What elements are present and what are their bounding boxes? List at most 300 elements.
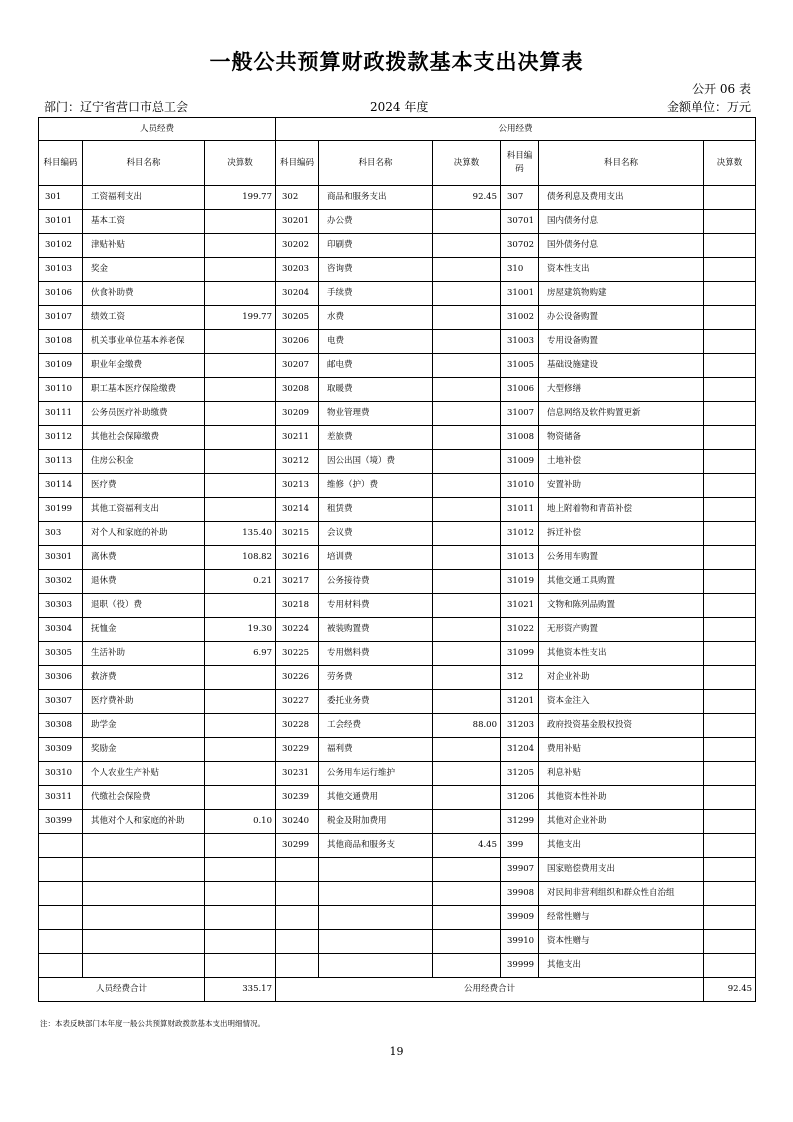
name-cell: 邮电费 (319, 354, 433, 378)
name-cell: 生活补助 (83, 642, 205, 666)
code-cell: 30304 (39, 618, 83, 642)
code-cell: 30213 (276, 474, 319, 498)
code-cell (39, 906, 83, 930)
code-cell: 30301 (39, 546, 83, 570)
name-cell: 资本金注入 (539, 690, 704, 714)
amount-cell (205, 714, 276, 738)
amount-cell (433, 882, 501, 906)
code-cell: 30307 (39, 690, 83, 714)
name-cell: 公务接待费 (319, 570, 433, 594)
name-cell: 信息网络及软件购置更新 (539, 402, 704, 426)
code-cell (276, 906, 319, 930)
amount-cell (433, 426, 501, 450)
amount-cell: 0.21 (205, 570, 276, 594)
name-cell (83, 858, 205, 882)
name-cell: 劳务费 (319, 666, 433, 690)
amount-cell (704, 498, 756, 522)
table-row (39, 402, 756, 426)
code-cell: 31008 (501, 426, 539, 450)
name-cell: 委托业务费 (319, 690, 433, 714)
name-cell (83, 930, 205, 954)
name-cell: 文物和陈列品购置 (539, 594, 704, 618)
amount-cell: 108.82 (205, 546, 276, 570)
code-cell: 31022 (501, 618, 539, 642)
name-cell: 退休费 (83, 570, 205, 594)
code-cell: 31006 (501, 378, 539, 402)
name-cell: 其他对个人和家庭的补助 (83, 810, 205, 834)
amount-cell (704, 642, 756, 666)
amount-cell (433, 522, 501, 546)
amount-cell (704, 234, 756, 258)
name-cell: 经常性赠与 (539, 906, 704, 930)
name-cell: 其他交通工具购置 (539, 570, 704, 594)
amount-cell (704, 666, 756, 690)
amount-cell (205, 738, 276, 762)
amount-cell: 4.45 (433, 834, 501, 858)
amount-cell (205, 378, 276, 402)
code-cell: 39999 (501, 954, 539, 978)
name-cell: 奖励金 (83, 738, 205, 762)
name-cell: 安置补助 (539, 474, 704, 498)
name-cell: 专用设备购置 (539, 330, 704, 354)
code-cell: 30302 (39, 570, 83, 594)
amount-cell (704, 378, 756, 402)
name-cell: 津贴补贴 (83, 234, 205, 258)
amount-cell: 135.40 (205, 522, 276, 546)
code-cell (276, 858, 319, 882)
amount-cell (205, 354, 276, 378)
code-cell: 30306 (39, 666, 83, 690)
name-cell: 职业年金缴费 (83, 354, 205, 378)
name-cell: 救济费 (83, 666, 205, 690)
table-row (39, 210, 756, 234)
amount-cell (704, 762, 756, 786)
amount-cell (704, 786, 756, 810)
code-cell (39, 834, 83, 858)
page-title: 一般公共预算财政拨款基本支出决算表 (209, 50, 584, 74)
code-cell: 30225 (276, 642, 319, 666)
code-cell: 31206 (501, 786, 539, 810)
amount-cell (704, 426, 756, 450)
table-body (39, 186, 756, 978)
code-cell: 30226 (276, 666, 319, 690)
code-cell: 30113 (39, 450, 83, 474)
table-row (39, 618, 756, 642)
name-cell: 房屋建筑物购建 (539, 282, 704, 306)
amount-cell (205, 210, 276, 234)
name-cell (83, 906, 205, 930)
name-cell: 对个人和家庭的补助 (83, 522, 205, 546)
code-cell: 307 (501, 186, 539, 210)
table-row (39, 498, 756, 522)
code-cell: 30201 (276, 210, 319, 234)
header-amount: 决算数 (205, 141, 276, 186)
code-cell: 30229 (276, 738, 319, 762)
table-row (39, 954, 756, 978)
code-cell: 30108 (39, 330, 83, 354)
name-cell: 维修（护）费 (319, 474, 433, 498)
name-cell: 电费 (319, 330, 433, 354)
expenditure-table (38, 117, 756, 1002)
amount-cell (433, 234, 501, 258)
code-cell: 39908 (501, 882, 539, 906)
code-cell: 30203 (276, 258, 319, 282)
amount-cell (205, 258, 276, 282)
name-cell: 印刷费 (319, 234, 433, 258)
public-total-label: 公用经费合计 (276, 978, 704, 1002)
header-name: 科目名称 (539, 141, 704, 186)
footnote: 注：本表反映部门本年度一般公共预算财政拨款基本支出明细情况。 (40, 1019, 265, 1028)
name-cell: 拆迁补偿 (539, 522, 704, 546)
amount-cell (433, 282, 501, 306)
amount-cell: 0.10 (205, 810, 276, 834)
code-cell: 399 (501, 834, 539, 858)
amount-cell (704, 474, 756, 498)
amount-cell (704, 522, 756, 546)
amount-cell (704, 258, 756, 282)
code-cell: 31010 (501, 474, 539, 498)
amount-cell (704, 330, 756, 354)
code-cell: 30218 (276, 594, 319, 618)
name-cell: 职工基本医疗保险缴费 (83, 378, 205, 402)
table-row (39, 666, 756, 690)
code-cell: 30199 (39, 498, 83, 522)
code-cell: 31203 (501, 714, 539, 738)
code-cell: 30231 (276, 762, 319, 786)
amount-cell (205, 906, 276, 930)
code-cell: 30202 (276, 234, 319, 258)
name-cell: 大型修缮 (539, 378, 704, 402)
name-cell: 奖金 (83, 258, 205, 282)
amount-cell (205, 282, 276, 306)
name-cell: 土地补偿 (539, 450, 704, 474)
name-cell: 工资福利支出 (83, 186, 205, 210)
amount-cell: 6.97 (205, 642, 276, 666)
name-cell (319, 906, 433, 930)
amount-cell (205, 234, 276, 258)
header-name: 科目名称 (83, 141, 205, 186)
name-cell: 住房公积金 (83, 450, 205, 474)
table-row (39, 714, 756, 738)
amount-cell (205, 474, 276, 498)
code-cell: 30207 (276, 354, 319, 378)
amount-cell (205, 666, 276, 690)
code-cell: 30399 (39, 810, 83, 834)
table-row (39, 642, 756, 666)
code-cell: 30103 (39, 258, 83, 282)
amount-cell (205, 954, 276, 978)
name-cell: 基础设施建设 (539, 354, 704, 378)
name-cell (83, 882, 205, 906)
amount-cell (205, 450, 276, 474)
code-cell: 30109 (39, 354, 83, 378)
code-cell: 30701 (501, 210, 539, 234)
code-cell: 30239 (276, 786, 319, 810)
amount-cell (433, 258, 501, 282)
name-cell: 办公设备购置 (539, 306, 704, 330)
personnel-total-value: 335.17 (205, 978, 276, 1002)
amount-cell (433, 738, 501, 762)
code-cell: 31003 (501, 330, 539, 354)
amount-cell (205, 858, 276, 882)
name-cell: 地上附着物和青苗补偿 (539, 498, 704, 522)
meta-row (40, 98, 751, 114)
code-cell: 39909 (501, 906, 539, 930)
section-public: 公用经费 (276, 118, 756, 141)
table-row (39, 378, 756, 402)
name-cell: 培训费 (319, 546, 433, 570)
code-cell: 30228 (276, 714, 319, 738)
table-row (39, 906, 756, 930)
name-cell: 费用补贴 (539, 738, 704, 762)
table-row (39, 690, 756, 714)
code-cell: 30309 (39, 738, 83, 762)
amount-cell (433, 330, 501, 354)
code-cell: 30216 (276, 546, 319, 570)
amount-cell (205, 498, 276, 522)
name-cell: 其他对企业补助 (539, 810, 704, 834)
amount-cell (704, 882, 756, 906)
code-cell: 30209 (276, 402, 319, 426)
amount-cell (433, 546, 501, 570)
code-cell: 31019 (501, 570, 539, 594)
code-cell: 30211 (276, 426, 319, 450)
code-cell: 30208 (276, 378, 319, 402)
section-personnel: 人员经费 (39, 118, 276, 141)
form-number: 公开 06 表 (692, 82, 751, 96)
name-cell: 物资储备 (539, 426, 704, 450)
name-cell: 公务用车购置 (539, 546, 704, 570)
name-cell (319, 930, 433, 954)
amount-cell (704, 306, 756, 330)
amount-cell (433, 402, 501, 426)
totals-row (39, 978, 756, 1002)
amount-cell (433, 786, 501, 810)
name-cell: 公务员医疗补助缴费 (83, 402, 205, 426)
amount-cell (433, 498, 501, 522)
amount-cell (433, 762, 501, 786)
name-cell: 医疗费补助 (83, 690, 205, 714)
name-cell: 利息补贴 (539, 762, 704, 786)
code-cell: 30101 (39, 210, 83, 234)
amount-cell (433, 906, 501, 930)
table-row (39, 930, 756, 954)
name-cell: 税金及附加费用 (319, 810, 433, 834)
code-cell: 303 (39, 522, 83, 546)
name-cell: 政府投资基金股权投资 (539, 714, 704, 738)
table-row (39, 306, 756, 330)
code-cell: 31205 (501, 762, 539, 786)
name-cell: 专用燃料费 (319, 642, 433, 666)
amount-cell (433, 642, 501, 666)
name-cell: 绩效工资 (83, 306, 205, 330)
name-cell (319, 858, 433, 882)
name-cell: 公务用车运行维护 (319, 762, 433, 786)
code-cell: 30107 (39, 306, 83, 330)
table-row (39, 426, 756, 450)
name-cell: 水费 (319, 306, 433, 330)
amount-cell (704, 690, 756, 714)
code-cell (39, 930, 83, 954)
amount-cell (433, 618, 501, 642)
code-cell: 30205 (276, 306, 319, 330)
table-row (39, 834, 756, 858)
name-cell: 国内债务付息 (539, 210, 704, 234)
name-cell: 其他交通费用 (319, 786, 433, 810)
code-cell: 31299 (501, 810, 539, 834)
header-code: 科目编码 (39, 141, 83, 186)
amount-cell (205, 594, 276, 618)
amount-cell (704, 594, 756, 618)
code-cell: 30311 (39, 786, 83, 810)
code-cell: 31204 (501, 738, 539, 762)
code-cell: 31007 (501, 402, 539, 426)
name-cell: 因公出国（境）费 (319, 450, 433, 474)
name-cell: 抚恤金 (83, 618, 205, 642)
code-cell: 312 (501, 666, 539, 690)
code-cell: 30215 (276, 522, 319, 546)
code-cell: 30214 (276, 498, 319, 522)
amount-cell (433, 210, 501, 234)
amount-cell (704, 354, 756, 378)
code-cell: 310 (501, 258, 539, 282)
personnel-total-label: 人员经费合计 (39, 978, 205, 1002)
code-cell: 30310 (39, 762, 83, 786)
name-cell: 差旅费 (319, 426, 433, 450)
name-cell: 其他资本性支出 (539, 642, 704, 666)
code-cell: 30110 (39, 378, 83, 402)
amount-cell (433, 954, 501, 978)
table-row (39, 762, 756, 786)
code-cell (39, 882, 83, 906)
code-cell: 30224 (276, 618, 319, 642)
name-cell: 对企业补助 (539, 666, 704, 690)
table-row (39, 882, 756, 906)
code-cell: 31201 (501, 690, 539, 714)
table-row (39, 738, 756, 762)
header-code: 科目编码 (501, 141, 539, 186)
code-cell (39, 858, 83, 882)
name-cell: 个人农业生产补贴 (83, 762, 205, 786)
name-cell (319, 882, 433, 906)
amount-cell (205, 930, 276, 954)
code-cell (276, 954, 319, 978)
amount-cell (704, 906, 756, 930)
amount-cell (704, 810, 756, 834)
code-cell: 302 (276, 186, 319, 210)
code-cell: 31002 (501, 306, 539, 330)
name-cell: 商品和服务支出 (319, 186, 433, 210)
code-cell: 31005 (501, 354, 539, 378)
table-row (39, 234, 756, 258)
name-cell: 其他商品和服务支 (319, 834, 433, 858)
amount-cell (704, 834, 756, 858)
amount-cell (433, 450, 501, 474)
name-cell: 医疗费 (83, 474, 205, 498)
header-amount: 决算数 (433, 141, 501, 186)
code-cell: 301 (39, 186, 83, 210)
name-cell: 福利费 (319, 738, 433, 762)
amount-cell (704, 450, 756, 474)
amount-cell (704, 954, 756, 978)
table-row (39, 570, 756, 594)
name-cell: 国家赔偿费用支出 (539, 858, 704, 882)
amount-cell (205, 426, 276, 450)
code-cell: 30303 (39, 594, 83, 618)
table-row (39, 522, 756, 546)
code-cell: 30227 (276, 690, 319, 714)
code-cell: 30299 (276, 834, 319, 858)
code-cell: 39907 (501, 858, 539, 882)
amount-cell (433, 354, 501, 378)
code-cell: 31011 (501, 498, 539, 522)
code-cell: 30206 (276, 330, 319, 354)
amount-cell: 199.77 (205, 306, 276, 330)
name-cell: 物业管理费 (319, 402, 433, 426)
code-cell: 30305 (39, 642, 83, 666)
code-cell: 30217 (276, 570, 319, 594)
name-cell: 代缴社会保险费 (83, 786, 205, 810)
name-cell: 伙食补助费 (83, 282, 205, 306)
table-row (39, 858, 756, 882)
amount-cell (704, 282, 756, 306)
amount-cell (433, 666, 501, 690)
name-cell: 工会经费 (319, 714, 433, 738)
name-cell: 其他工资福利支出 (83, 498, 205, 522)
name-cell: 债务利息及费用支出 (539, 186, 704, 210)
code-cell: 31013 (501, 546, 539, 570)
code-cell: 30102 (39, 234, 83, 258)
amount-cell: 19.30 (205, 618, 276, 642)
name-cell (83, 954, 205, 978)
amount-cell (704, 546, 756, 570)
amount-cell (205, 834, 276, 858)
amount-cell (433, 810, 501, 834)
code-cell (39, 954, 83, 978)
code-cell (276, 930, 319, 954)
table-row (39, 450, 756, 474)
code-cell: 30204 (276, 282, 319, 306)
amount-cell (433, 594, 501, 618)
header-amount: 决算数 (704, 141, 756, 186)
amount-cell (704, 618, 756, 642)
table-row (39, 354, 756, 378)
name-cell (319, 954, 433, 978)
table-row (39, 810, 756, 834)
table-row (39, 330, 756, 354)
name-cell: 对民间非营利组织和群众性自治组 (539, 882, 704, 906)
amount-cell (205, 786, 276, 810)
amount-cell (205, 882, 276, 906)
amount-cell (704, 930, 756, 954)
code-cell: 30240 (276, 810, 319, 834)
header-name: 科目名称 (319, 141, 433, 186)
code-cell: 30702 (501, 234, 539, 258)
name-cell: 资本性赠与 (539, 930, 704, 954)
name-cell: 取暖费 (319, 378, 433, 402)
amount-cell (433, 930, 501, 954)
amount-cell (433, 690, 501, 714)
table-row (39, 546, 756, 570)
table-row (39, 786, 756, 810)
amount-cell (704, 570, 756, 594)
amount-cell: 199.77 (205, 186, 276, 210)
public-total-value: 92.45 (704, 978, 756, 1002)
code-cell: 30308 (39, 714, 83, 738)
amount-cell (433, 474, 501, 498)
amount-cell (205, 330, 276, 354)
name-cell: 基本工资 (83, 210, 205, 234)
